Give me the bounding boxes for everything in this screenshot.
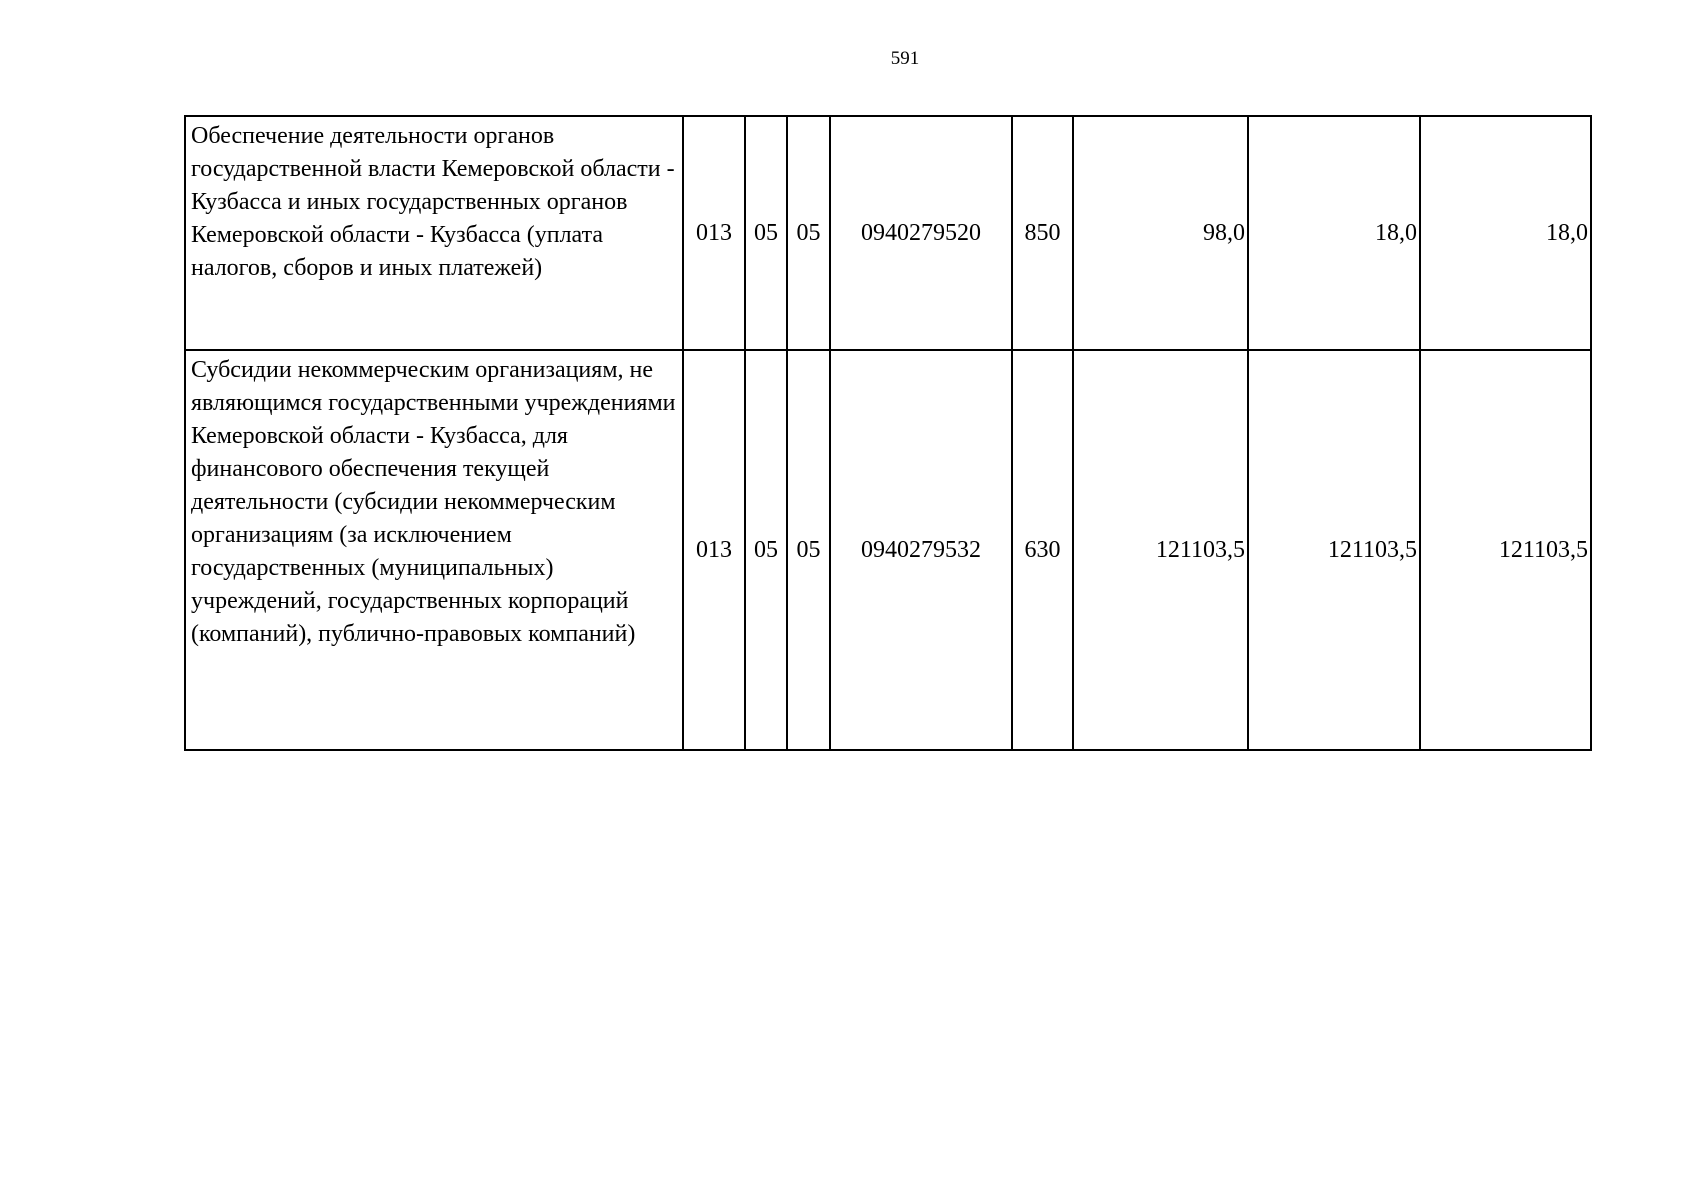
amount-2: 18,0 xyxy=(1248,116,1420,350)
amount-3: 121103,5 xyxy=(1420,350,1591,750)
page-number: 591 xyxy=(890,48,920,69)
expense-type-code: 850 xyxy=(1012,116,1073,350)
amount-1: 98,0 xyxy=(1073,116,1248,350)
expense-type-code: 630 xyxy=(1012,350,1073,750)
section-code: 05 xyxy=(745,116,787,350)
subsection-code: 05 xyxy=(787,350,830,750)
row-description: Субсидии некоммерческим организациям, не являющимся государственными учреждениями Кемеровской области - Кузбасса, для финансового обеспечения текущей деятельности (субсидии некоммерческим организациям (за исключением государственных (муниципальных) учреждений, государственных корпораций (компаний), публично-правовых компаний) xyxy=(185,350,683,750)
budget-table xyxy=(184,115,1592,751)
subsection-code: 05 xyxy=(787,116,830,350)
amount-2: 121103,5 xyxy=(1248,350,1420,750)
table-row xyxy=(185,350,1591,750)
table-row xyxy=(185,116,1591,350)
amount-1: 121103,5 xyxy=(1073,350,1248,750)
target-article-code: 0940279532 xyxy=(830,350,1012,750)
ministry-code: 013 xyxy=(683,350,745,750)
section-code: 05 xyxy=(745,350,787,750)
target-article-code: 0940279520 xyxy=(830,116,1012,350)
row-description: Обеспечение деятельности органов государственной власти Кемеровской области - Кузбасса и иных государственных органов Кемеровской области - Кузбасса (уплата налогов, сборов и иных платежей) xyxy=(185,116,683,350)
amount-3: 18,0 xyxy=(1420,116,1591,350)
ministry-code: 013 xyxy=(683,116,745,350)
